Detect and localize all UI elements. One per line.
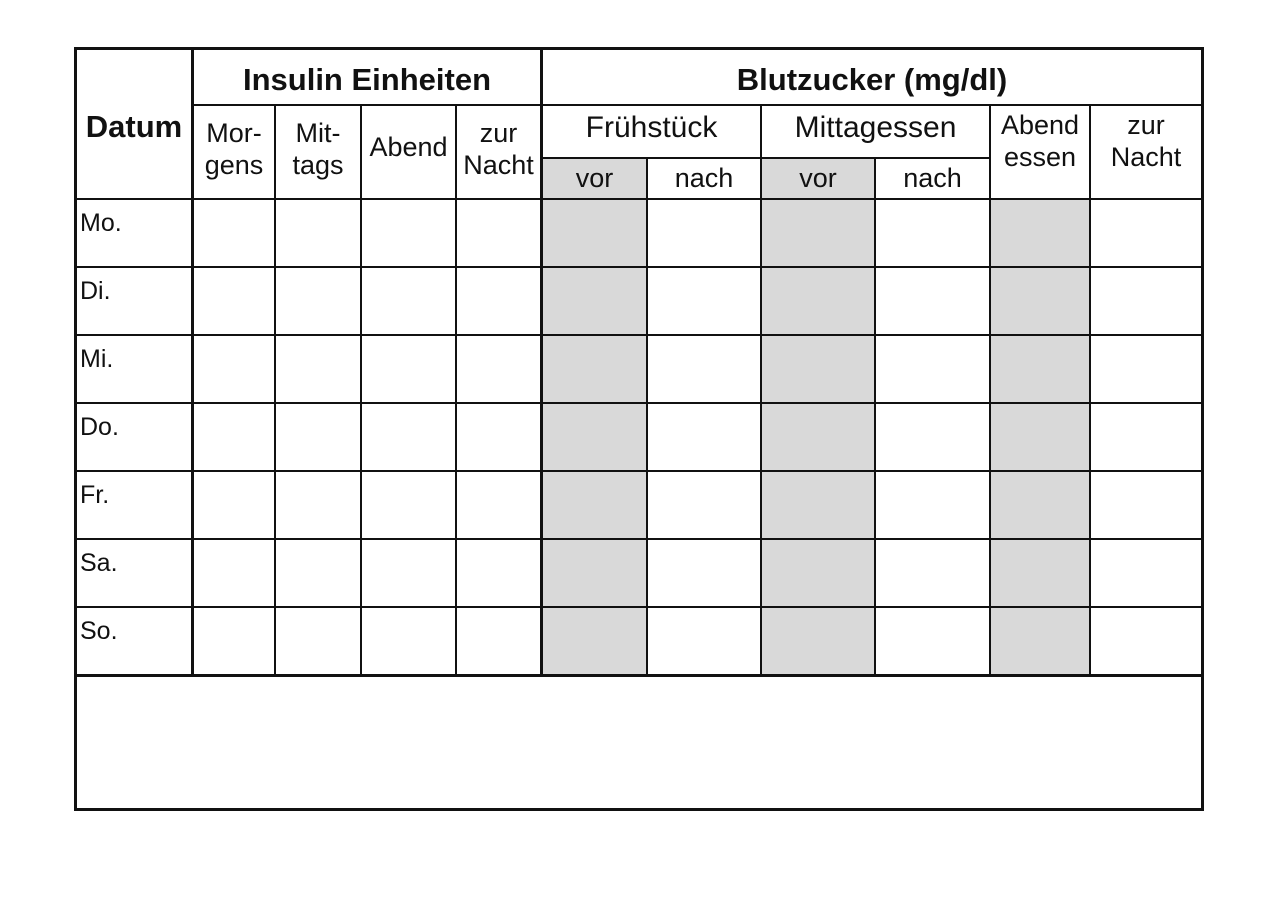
entry-cell-insulin-evening[interactable] <box>362 608 455 674</box>
entry-cell-breakfast-after[interactable] <box>648 336 760 402</box>
entry-cell-breakfast-after[interactable] <box>648 540 760 606</box>
entry-cell-breakfast-after[interactable] <box>648 404 760 470</box>
entry-cell-insulin-night[interactable] <box>457 404 540 470</box>
entry-cell-insulin-evening[interactable] <box>362 472 455 538</box>
entry-cell-dinner[interactable] <box>991 336 1089 402</box>
entry-cell-insulin-morning[interactable] <box>194 608 274 674</box>
entry-cell-insulin-noon[interactable] <box>276 540 360 606</box>
entry-cell-insulin-morning[interactable] <box>194 472 274 538</box>
lunch-header: Mittagessen <box>794 111 957 144</box>
insulin-morning-line2: gens <box>204 150 264 180</box>
entry-cell-glucose-night[interactable] <box>1091 200 1201 266</box>
insulin-night-line2: Nacht <box>463 150 534 180</box>
entry-cell-glucose-night[interactable] <box>1091 608 1201 674</box>
entry-cell-breakfast-before[interactable] <box>543 472 646 538</box>
entry-cell-dinner[interactable] <box>991 540 1089 606</box>
day-label-mon: Mo. <box>80 209 122 237</box>
entry-cell-insulin-evening[interactable] <box>362 540 455 606</box>
entry-cell-insulin-noon[interactable] <box>276 404 360 470</box>
entry-cell-lunch-after[interactable] <box>876 472 989 538</box>
entry-cell-dinner[interactable] <box>991 608 1089 674</box>
entry-cell-breakfast-before[interactable] <box>543 200 646 266</box>
blood-sugar-header: Blutzucker (mg/dl) <box>736 62 1008 97</box>
entry-cell-insulin-evening[interactable] <box>362 268 455 334</box>
entry-cell-lunch-before[interactable] <box>762 540 874 606</box>
insulin-evening: Abend <box>369 132 448 162</box>
breakfast-header: Frühstück <box>585 111 718 144</box>
insulin-units-header: Insulin Einheiten <box>242 62 491 97</box>
entry-cell-insulin-night[interactable] <box>457 268 540 334</box>
day-label-sat: Sa. <box>80 549 118 577</box>
entry-cell-lunch-before[interactable] <box>762 608 874 674</box>
entry-cell-glucose-night[interactable] <box>1091 472 1201 538</box>
entry-cell-insulin-noon[interactable] <box>276 268 360 334</box>
entry-cell-lunch-after[interactable] <box>876 200 989 266</box>
entry-cell-dinner[interactable] <box>991 404 1089 470</box>
entry-cell-dinner[interactable] <box>991 472 1089 538</box>
entry-cell-breakfast-after[interactable] <box>648 200 760 266</box>
entry-cell-breakfast-before[interactable] <box>543 404 646 470</box>
entry-cell-glucose-night[interactable] <box>1091 336 1201 402</box>
day-label-tue: Di. <box>80 277 111 305</box>
entry-cell-insulin-morning[interactable] <box>194 540 274 606</box>
entry-cell-insulin-noon[interactable] <box>276 608 360 674</box>
day-label-thu: Do. <box>80 413 119 441</box>
entry-cell-insulin-noon[interactable] <box>276 200 360 266</box>
entry-cell-lunch-after[interactable] <box>876 336 989 402</box>
entry-cell-lunch-before[interactable] <box>762 336 874 402</box>
entry-cell-breakfast-after[interactable] <box>648 472 760 538</box>
breakfast-after: nach <box>674 163 734 193</box>
day-label-wed: Mi. <box>80 345 114 373</box>
insulin-night-line1: zur <box>479 118 518 148</box>
entry-cell-glucose-night[interactable] <box>1091 540 1201 606</box>
lunch-before: vor <box>799 163 837 193</box>
dinner-line1: Abend <box>1000 110 1080 140</box>
entry-cell-lunch-after[interactable] <box>876 404 989 470</box>
entry-cell-breakfast-after[interactable] <box>648 608 760 674</box>
entry-cell-lunch-before[interactable] <box>762 404 874 470</box>
entry-cell-glucose-night[interactable] <box>1091 268 1201 334</box>
entry-cell-insulin-night[interactable] <box>457 472 540 538</box>
entry-cell-insulin-evening[interactable] <box>362 200 455 266</box>
entry-cell-breakfast-before[interactable] <box>543 336 646 402</box>
entry-cell-breakfast-before[interactable] <box>543 540 646 606</box>
dinner-line2: essen <box>1003 142 1077 172</box>
date-header: Datum <box>85 109 183 144</box>
entry-cell-insulin-night[interactable] <box>457 336 540 402</box>
entry-cell-lunch-after[interactable] <box>876 268 989 334</box>
insulin-noon-line1: Mit- <box>295 118 341 148</box>
insulin-morning-line1: Mor- <box>206 118 262 148</box>
day-label-fri: Fr. <box>80 481 110 509</box>
glucose-night-line2: Nacht <box>1110 142 1182 172</box>
entry-cell-lunch-before[interactable] <box>762 472 874 538</box>
entry-cell-glucose-night[interactable] <box>1091 404 1201 470</box>
day-label-sun: So. <box>80 617 118 645</box>
entry-cell-insulin-morning[interactable] <box>194 336 274 402</box>
insulin-noon-line2: tags <box>292 150 344 180</box>
entry-cell-insulin-night[interactable] <box>457 200 540 266</box>
entry-cell-dinner[interactable] <box>991 268 1089 334</box>
entry-cell-lunch-after[interactable] <box>876 608 989 674</box>
entry-cell-dinner[interactable] <box>991 200 1089 266</box>
entry-cell-breakfast-before[interactable] <box>543 268 646 334</box>
entry-cell-lunch-before[interactable] <box>762 200 874 266</box>
entry-cell-insulin-evening[interactable] <box>362 404 455 470</box>
entry-cell-insulin-evening[interactable] <box>362 336 455 402</box>
entry-cell-lunch-before[interactable] <box>762 268 874 334</box>
breakfast-before: vor <box>575 163 614 193</box>
entry-cell-breakfast-after[interactable] <box>648 268 760 334</box>
entry-cell-insulin-noon[interactable] <box>276 336 360 402</box>
glucose-night-line1: zur <box>1127 110 1165 140</box>
entry-cell-insulin-morning[interactable] <box>194 268 274 334</box>
entry-cell-insulin-noon[interactable] <box>276 472 360 538</box>
entry-cell-insulin-night[interactable] <box>457 608 540 674</box>
entry-cell-insulin-night[interactable] <box>457 540 540 606</box>
entry-cell-insulin-morning[interactable] <box>194 404 274 470</box>
entry-cell-breakfast-before[interactable] <box>543 608 646 674</box>
entry-cell-insulin-morning[interactable] <box>194 200 274 266</box>
entry-cell-lunch-after[interactable] <box>876 540 989 606</box>
notes-area[interactable] <box>77 677 1201 808</box>
lunch-after: nach <box>903 163 962 193</box>
